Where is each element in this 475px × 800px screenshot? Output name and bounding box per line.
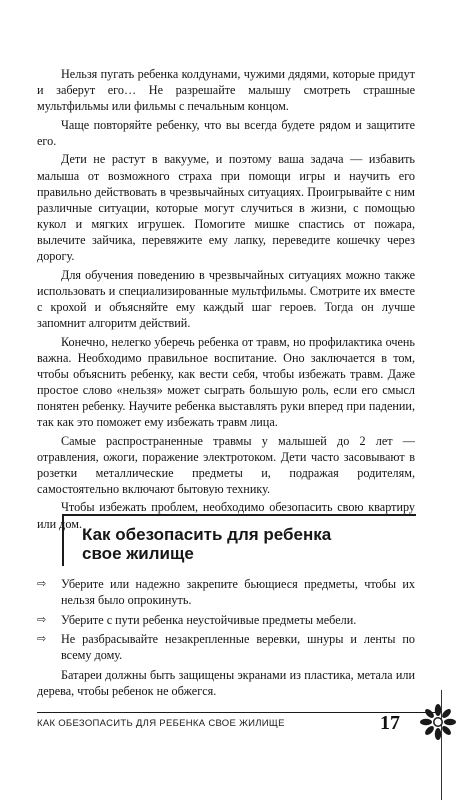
arrow-bullet-icon: ⇨ [37,577,47,590]
paragraph: Дети не растут в вакууме, и поэтому ваша задача — избавить малыша от возможного страха при помощи игры и научить его правильно действовать в чрезвычайных ситуациях. Проигрывайте с ним различные ситуации, которые могут случиться в жизни, с помощью кукол и мягких игрушек. Помогите мишке спастись от пожара, вылечите зайчика, перевяжите ему лапку, переведите кошечку через дорогу. [37,152,415,264]
arrow-bullet-icon: ⇨ [37,612,47,626]
flower-ornament-icon [418,702,458,742]
section-heading-line-1: Как обезопасить для ребенка [82,525,332,544]
running-title: КАК ОБЕЗОПАСИТЬ ДЛЯ РЕБЕНКА СВОЕ ЖИЛИЩЕ [37,718,285,729]
list-item-text: Уберите или надежно закрепите бьющиеся предметы, чтобы их нельзя было опрокинуть. [61,577,415,608]
list-item-text: Уберите с пути ребенка неустойчивые предметы мебели. [61,612,357,627]
section-heading-line-2: свое жилище [82,544,194,563]
paragraph: Самые распространенные травмы у малышей до 2 лет — отравления, ожоги, поражение электротоком. Дети часто засовывают в розетки металлические предметы и, подражая родителям, самостоятельно включают бытовую технику. [37,433,415,496]
paragraph: Конечно, нелегко уберечь ребенка от травм, но профилактика очень важна. Необходимо правильное воспитание. Оно заключается в том, чтобы объяснить ребенку, как вести себя, чтобы избежать травм. Даже простое слово «нельзя» может сыграть большую роль, если его смысл понятен ребенку. Научите ребенка выставлять руки вперед при падении, так как это поможет ему избежать травм лица. [37,334,415,429]
section-heading-box [62,514,416,566]
section-heading [82,525,331,563]
closing-paragraph-item [37,667,415,699]
paragraph: Для обучения поведению в чрезвычайных ситуациях можно также использовать и специализированные мультфильмы. Смотрите их вместе с крохой и объясняйте ему каждый шаг героев. Тогда он лучше запомнит алгоритм действий. [37,267,415,330]
list-item [37,576,415,608]
list-item-text: Не разбрасывайте незакрепленные веревки, шнуры и ленты по всему дому. [61,632,415,663]
footer-rule [37,712,437,713]
bullet-list [37,576,415,703]
list-item [37,612,415,628]
list-item [37,631,415,663]
page-number: 17 [380,712,400,734]
paragraph: Нельзя пугать ребенка колдунами, чужими дядями, которые придут и заберут его… Не разрешайте малышу смотреть страшные мультфильмы или фильмы с печальным концом. [37,67,415,114]
paragraph: Чтобы избежать проблем, необходимо обезопасить свою квартиру или дом. [37,500,415,531]
paragraph: Чаще повторяйте ребенку, что вы всегда будете рядом и защитите его. [37,117,415,148]
body-text [37,66,415,534]
paragraph: Батареи должны быть защищены экранами из пластика, метала или дерева, чтобы ребенок не обжегся. [37,667,415,699]
arrow-bullet-icon: ⇨ [37,632,47,646]
